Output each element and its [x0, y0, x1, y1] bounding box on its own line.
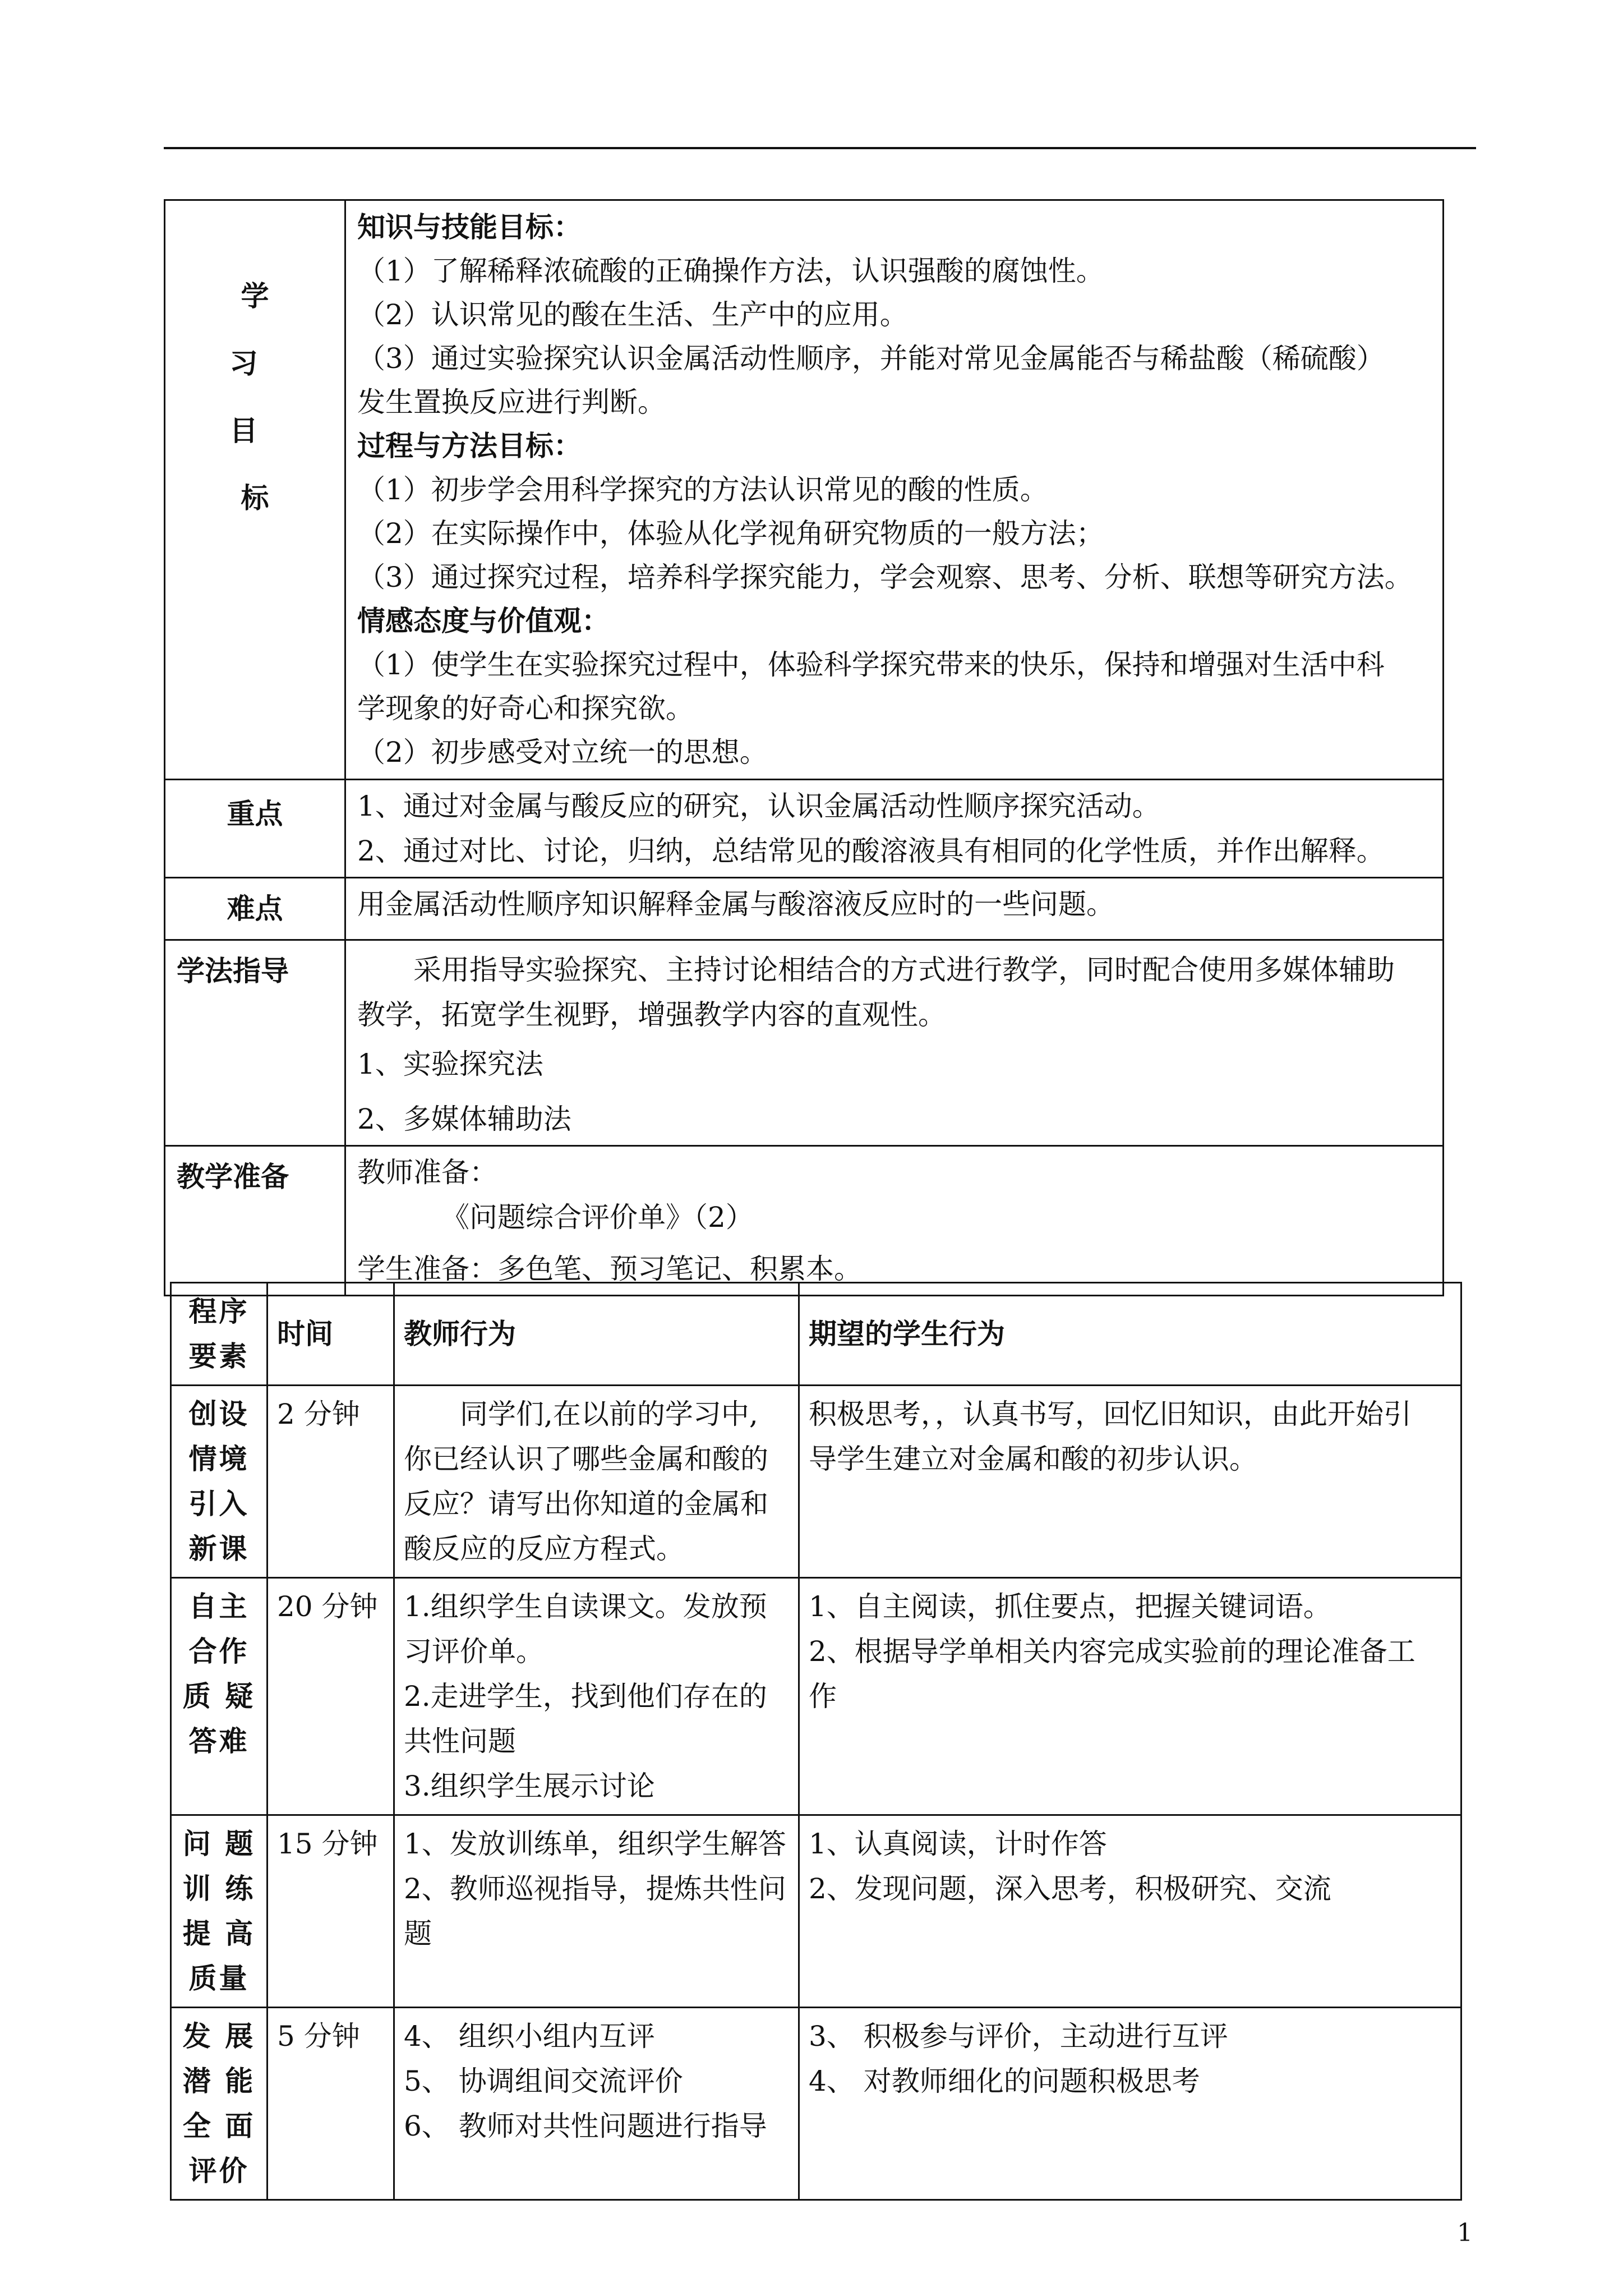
student-line: 1、自主阅读，抓住要点，把握关键词语。: [809, 1590, 1331, 1623]
student-cell: [799, 1815, 1461, 2008]
key-points-row: [165, 780, 1444, 878]
teacher-cell: [394, 1578, 799, 1815]
stage-cell: [171, 2008, 268, 2200]
preparation-teacher: 教师准备：: [357, 1156, 497, 1189]
preparation-doc: 《问题综合评价单》（2）: [441, 1201, 754, 1234]
stage-cell: [171, 1578, 268, 1815]
teacher-cell: [394, 2008, 799, 2200]
process-line: （1）初步学会用科学探究的方法认识常见的酸的性质。: [357, 473, 1048, 506]
stage-line: 提 高: [182, 1917, 256, 1950]
method-item: 1、实验探究法: [357, 1048, 543, 1080]
method-row: [165, 940, 1444, 1146]
student-line: 4、 对教师细化的问题积极思考: [809, 2065, 1200, 2097]
stage-line: 问 题: [182, 1828, 256, 1860]
method-cell: [345, 940, 1444, 1146]
teacher-cell: [394, 1815, 799, 2008]
teacher-line: 题: [404, 1917, 432, 1950]
student-line: 3、 积极参与评价，主动进行互评: [809, 2020, 1228, 2053]
teacher-line: 1.组织学生自读课文。发放预: [404, 1590, 767, 1623]
emotion-title: 情感态度与价值观：: [357, 605, 610, 637]
header-stage-line: 程序: [188, 1295, 250, 1328]
process-title: 过程与方法目标：: [357, 430, 582, 462]
stage-line: 自主: [188, 1590, 250, 1623]
teacher-line: 3.组织学生展示讨论: [404, 1770, 655, 1802]
objectives-row: [165, 200, 1444, 780]
objectives-label-1: 学: [241, 280, 269, 312]
stage-line: 全 面: [182, 2110, 256, 2142]
difficulty-cell: [345, 878, 1444, 940]
teacher-line: 酸反应的反应方程式。: [404, 1533, 684, 1565]
preparation-cell: [345, 1146, 1444, 1296]
emotion-line: （1）使学生在实验探究过程中，体验科学探究带来的快乐，保持和增强对生活中科: [357, 648, 1385, 681]
time-cell: 20 分钟: [268, 1578, 394, 1815]
time-cell: 15 分钟: [268, 1815, 394, 2008]
key-points-cell: [345, 780, 1444, 878]
key-points-label: 重点: [165, 780, 345, 878]
student-line: 积极思考，，认真书写，回忆旧知识，由此开始引: [809, 1398, 1412, 1430]
stage-line: 发 展: [182, 2020, 256, 2053]
preparation-row: [165, 1146, 1444, 1296]
student-line: 导学生建立对金属和酸的初步认识。: [809, 1443, 1257, 1475]
student-line: 作: [809, 1680, 837, 1713]
header-student: 期望的学生行为: [799, 1283, 1461, 1386]
time-cell: 2 分钟: [268, 1386, 394, 1578]
stage-line: 质 疑: [182, 1680, 256, 1713]
student-cell: [799, 2008, 1461, 2200]
header-rule: [164, 147, 1476, 149]
stage-line: 合作: [188, 1635, 250, 1668]
stage-cell: [171, 1815, 268, 2008]
difficulty-row: [165, 878, 1444, 940]
process-line: （3）通过探究过程，培养科学探究能力，学会观察、思考、分析、联想等研究方法。: [357, 561, 1413, 593]
procedure-table: [170, 1282, 1462, 2201]
teacher-line: 你已经认识了哪些金属和酸的: [404, 1443, 768, 1475]
knowledge-line: （3）通过实验探究认识金属活动性顺序，并能对常见金属能否与稀盐酸（稀硫酸）: [357, 342, 1385, 375]
emotion-line: （2）初步感受对立统一的思想。: [357, 736, 768, 769]
lesson-plan-table: [164, 199, 1444, 1296]
knowledge-line: （1）了解稀释浓硫酸的正确操作方法，认识强酸的腐蚀性。: [357, 255, 1104, 287]
method-label: 学法指导: [165, 940, 345, 1146]
stage-line: 答难: [188, 1725, 250, 1757]
knowledge-line: （2）认识常见的酸在生活、生产中的应用。: [357, 298, 908, 331]
knowledge-title: 知识与技能目标：: [357, 211, 582, 243]
header-stage-line: 要素: [188, 1340, 250, 1373]
stage-line: 新课: [188, 1533, 250, 1565]
stage-line: 创设: [188, 1398, 250, 1430]
objectives-content-cell: [345, 200, 1444, 780]
knowledge-line: 发生置换反应进行判断。: [357, 386, 666, 418]
stage-line: 潜 能: [182, 2065, 256, 2097]
stage-cell: [171, 1386, 268, 1578]
teacher-line: 反应？请写出你知道的金属和: [404, 1488, 768, 1520]
teacher-line: 2.走进学生，找到他们存在的: [404, 1680, 767, 1713]
method-item: 2、多媒体辅助法: [357, 1103, 571, 1135]
stage-line: 评价: [188, 2155, 250, 2187]
header-teacher: 教师行为: [394, 1283, 799, 1386]
preparation-label: 教学准备: [165, 1146, 345, 1296]
objectives-label-3: 标: [241, 482, 269, 514]
teacher-cell: [394, 1386, 799, 1578]
process-line: （2）在实际操作中，体验从化学视角研究物质的一般方法；: [357, 517, 1104, 550]
page-number: 1: [1457, 2219, 1473, 2247]
difficulty-label: 难点: [165, 878, 345, 940]
teacher-line: 2、教师巡视指导，提炼共性问: [404, 1872, 786, 1905]
teacher-line: 同学们,在以前的学习中,: [460, 1398, 758, 1430]
procedure-row: [171, 1386, 1461, 1578]
procedure-header-row: [171, 1283, 1461, 1386]
student-line: 2、根据导学单相关内容完成实验前的理论准备工: [809, 1635, 1415, 1668]
method-para-line: 采用指导实验探究、主持讨论相结合的方式进行教学，同时配合使用多媒体辅助: [413, 954, 1395, 986]
stage-line: 训 练: [182, 1872, 256, 1905]
method-para-line: 教学，拓宽学生视野，增强教学内容的直观性。: [357, 999, 946, 1031]
student-line: 2、发现问题，深入思考，积极研究、交流: [809, 1872, 1331, 1905]
procedure-row: [171, 2008, 1461, 2200]
teacher-line: 习评价单。: [404, 1635, 544, 1668]
header-time: 时间: [268, 1283, 394, 1386]
preparation-student: 学生准备：多色笔、预习笔记、积累本。: [357, 1253, 862, 1285]
teacher-line: 5、 协调组间交流评价: [404, 2065, 683, 2097]
teacher-line: 6、 教师对共性问题进行指导: [404, 2110, 767, 2142]
student-line: 1、认真阅读，计时作答: [809, 1828, 1107, 1860]
header-stage: [171, 1283, 268, 1386]
student-cell: [799, 1578, 1461, 1815]
objectives-label-cell: [165, 200, 345, 780]
key-point-line: 1、通过对金属与酸反应的研究，认识金属活动性顺序探究活动。: [357, 790, 1160, 822]
procedure-row: [171, 1578, 1461, 1815]
teacher-line: 共性问题: [404, 1725, 516, 1757]
teacher-line: 4、 组织小组内互评: [404, 2020, 655, 2053]
time-cell: 5 分钟: [268, 2008, 394, 2200]
objectives-label-2: 习目: [229, 347, 325, 447]
stage-line: 情境: [188, 1443, 250, 1475]
key-point-line: 2、通过对比、讨论，归纳，总结常见的酸溶液具有相同的化学性质，并作出解释。: [357, 835, 1385, 867]
procedure-row: [171, 1815, 1461, 2008]
emotion-line: 学现象的好奇心和探究欲。: [357, 692, 694, 725]
stage-line: 质量: [188, 1962, 250, 1995]
difficulty-text: 用金属活动性顺序知识解释金属与酸溶液反应时的一些问题。: [357, 888, 1114, 921]
student-cell: [799, 1386, 1461, 1578]
teacher-line: 1、发放训练单，组织学生解答: [404, 1828, 786, 1860]
stage-line: 引入: [188, 1488, 250, 1520]
